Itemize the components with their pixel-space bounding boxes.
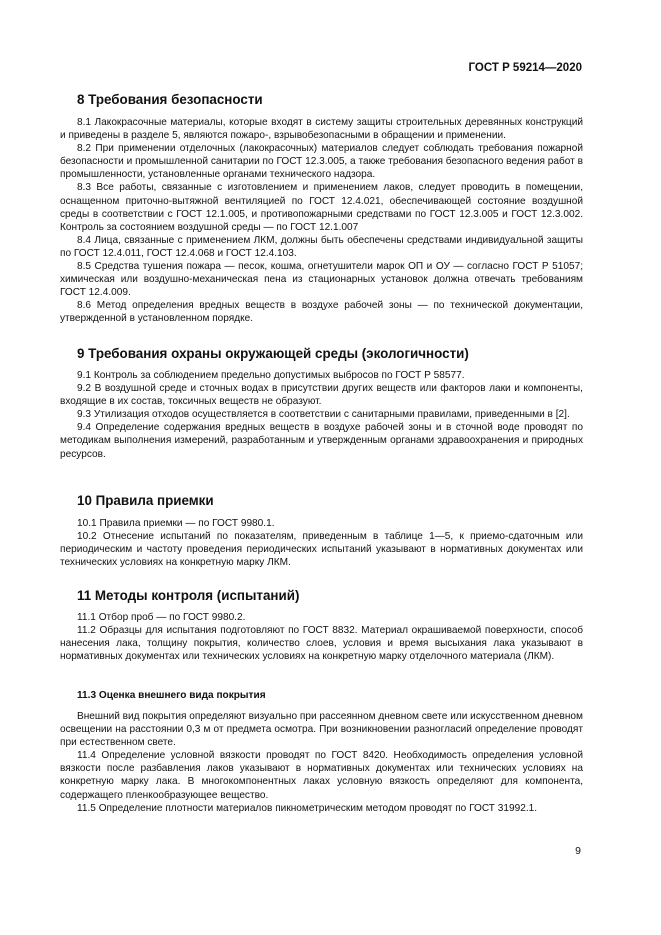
paragraph-10-1: 10.1 Правила приемки — по ГОСТ 9980.1. bbox=[77, 518, 275, 529]
paragraph-11-3: Внешний вид покрытия определяют визуально при рассеянном дневном свете или искусственном дневном освещении на расстоянии 0,3 м от предмета осмотра. При возникновении разногласий определение проводят при естественном свете. bbox=[60, 711, 583, 749]
paragraph-9-4: 9.4 Определение содержания вредных веществ в воздухе рабочей зоны и в сточной воде проводят по методикам выполнения измерений, разработанным и утвержденным органами здравоохранения и природных ресурсов. bbox=[60, 422, 583, 460]
paragraph-9-1: 9.1 Контроль за соблюдением предельно допустимых выбросов по ГОСТ Р 58577. bbox=[77, 370, 465, 381]
section-8-body bbox=[60, 116, 583, 326]
section-9-title: 9 Требования охраны окружающей среды (экологичности) bbox=[77, 346, 469, 361]
section-11-title: 11 Методы контроля (испытаний) bbox=[77, 588, 300, 603]
paragraph-8-3: 8.3 Все работы, связанные с изготовлением и применением лаков, следует проводить в помещении, оснащенном приточно-вытяжной вентиляцией по ГОСТ 12.4.021, обеспечивающей состояние воздушной среды в соответствии с ГОСТ 12.1.005, и противопожарными средствами по ГОСТ 12.3.005 и ГОСТ 12.3.002. Контроль за состоянием воздушной среды — по ГОСТ 12.1.007 bbox=[60, 182, 583, 233]
section-8-title: 8 Требования безопасности bbox=[77, 92, 263, 107]
section-9-body bbox=[60, 369, 583, 461]
section-11-3-body bbox=[60, 710, 583, 815]
section-11-body bbox=[60, 611, 583, 663]
document-standard-header: ГОСТ Р 59214—2020 bbox=[468, 62, 582, 74]
paragraph-9-2: 9.2 В воздушной среде и сточных водах в присутствии других веществ или факторов лаки и компоненты, входящие в их состав, токсичных веществ не образуют. bbox=[60, 383, 583, 408]
paragraph-8-2: 8.2 При применении отделочных (лакокрасочных) материалов следует соблюдать требования пожарной безопасности и промышленной санитарии по ГОСТ 12.3.005, а также требования безопасного ведения работ в промышленности, установленные органами технического надзора. bbox=[60, 143, 583, 181]
paragraph-11-1: 11.1 Отбор проб — по ГОСТ 9980.2. bbox=[77, 612, 246, 623]
subsection-11-3-title: 11.3 Оценка внешнего вида покрытия bbox=[77, 690, 266, 701]
paragraph-8-5: 8.5 Средства тушения пожара — песок, кошма, огнетушители марок ОП и ОУ — согласно ГОСТ Р 51057; химическая или воздушно-механическая пена из стационарных установок должна отвечать требованиям ГОСТ 12.4.009. bbox=[60, 261, 583, 299]
paragraph-9-3: 9.3 Утилизация отходов осуществляется в соответствии с санитарными правилами, приведенными в [2]. bbox=[77, 409, 570, 421]
paragraph-8-4: 8.4 Лица, связанные с применением ЛКМ, должны быть обеспечены средствами индивидуальной защиты по ГОСТ 12.4.011, ГОСТ 12.4.068 и ГОСТ 12.4.103. bbox=[60, 234, 583, 259]
paragraph-8-6: 8.6 Метод определения вредных веществ в воздухе рабочей зоны — по технической документации, утвержденной в установленном порядке. bbox=[60, 300, 583, 325]
paragraph-11-2: 11.2 Образцы для испытания подготовляют по ГОСТ 8832. Материал окрашиваемой поверхности, способ нанесения лака, толщину покрытия, количество слоев, условия и время высыхания лака указывают в нормативных документах или технических условиях на конкретную марку отделочного материала (ЛКМ). bbox=[60, 625, 583, 663]
paragraph-11-5: 11.5 Определение плотности материалов пикнометрическим методом проводят по ГОСТ 31992.1. bbox=[77, 802, 538, 814]
paragraph-10-2: 10.2 Отнесение испытаний по показателям, приведенным в таблице 1—5, к приемо-сдаточным или периодическим и частоту проведения периодических испытаний указывают в нормативных документах или технических условиях на конкретную марку ЛКМ. bbox=[60, 531, 583, 569]
section-10-title: 10 Правила приемки bbox=[77, 493, 214, 508]
paragraph-8-1: 8.1 Лакокрасочные материалы, которые входят в систему защиты строительных деревянных конструкций и приведены в разделе 5, являются пожаро-, взрывобезопасными в обращении и применении. bbox=[60, 117, 583, 142]
paragraph-11-4: 11.4 Определение условной вязкости проводят по ГОСТ 8420. Необходимость определения условной вязкости после разбавления лаков указывают в нормативных документах или технических условиях на конкретную марку лака. В многокомпонентных лаках условную вязкость определяют для компонента, содержащего пленкообразующее вещество. bbox=[60, 750, 583, 801]
section-10-body bbox=[60, 517, 583, 569]
page-number: 9 bbox=[575, 845, 581, 857]
